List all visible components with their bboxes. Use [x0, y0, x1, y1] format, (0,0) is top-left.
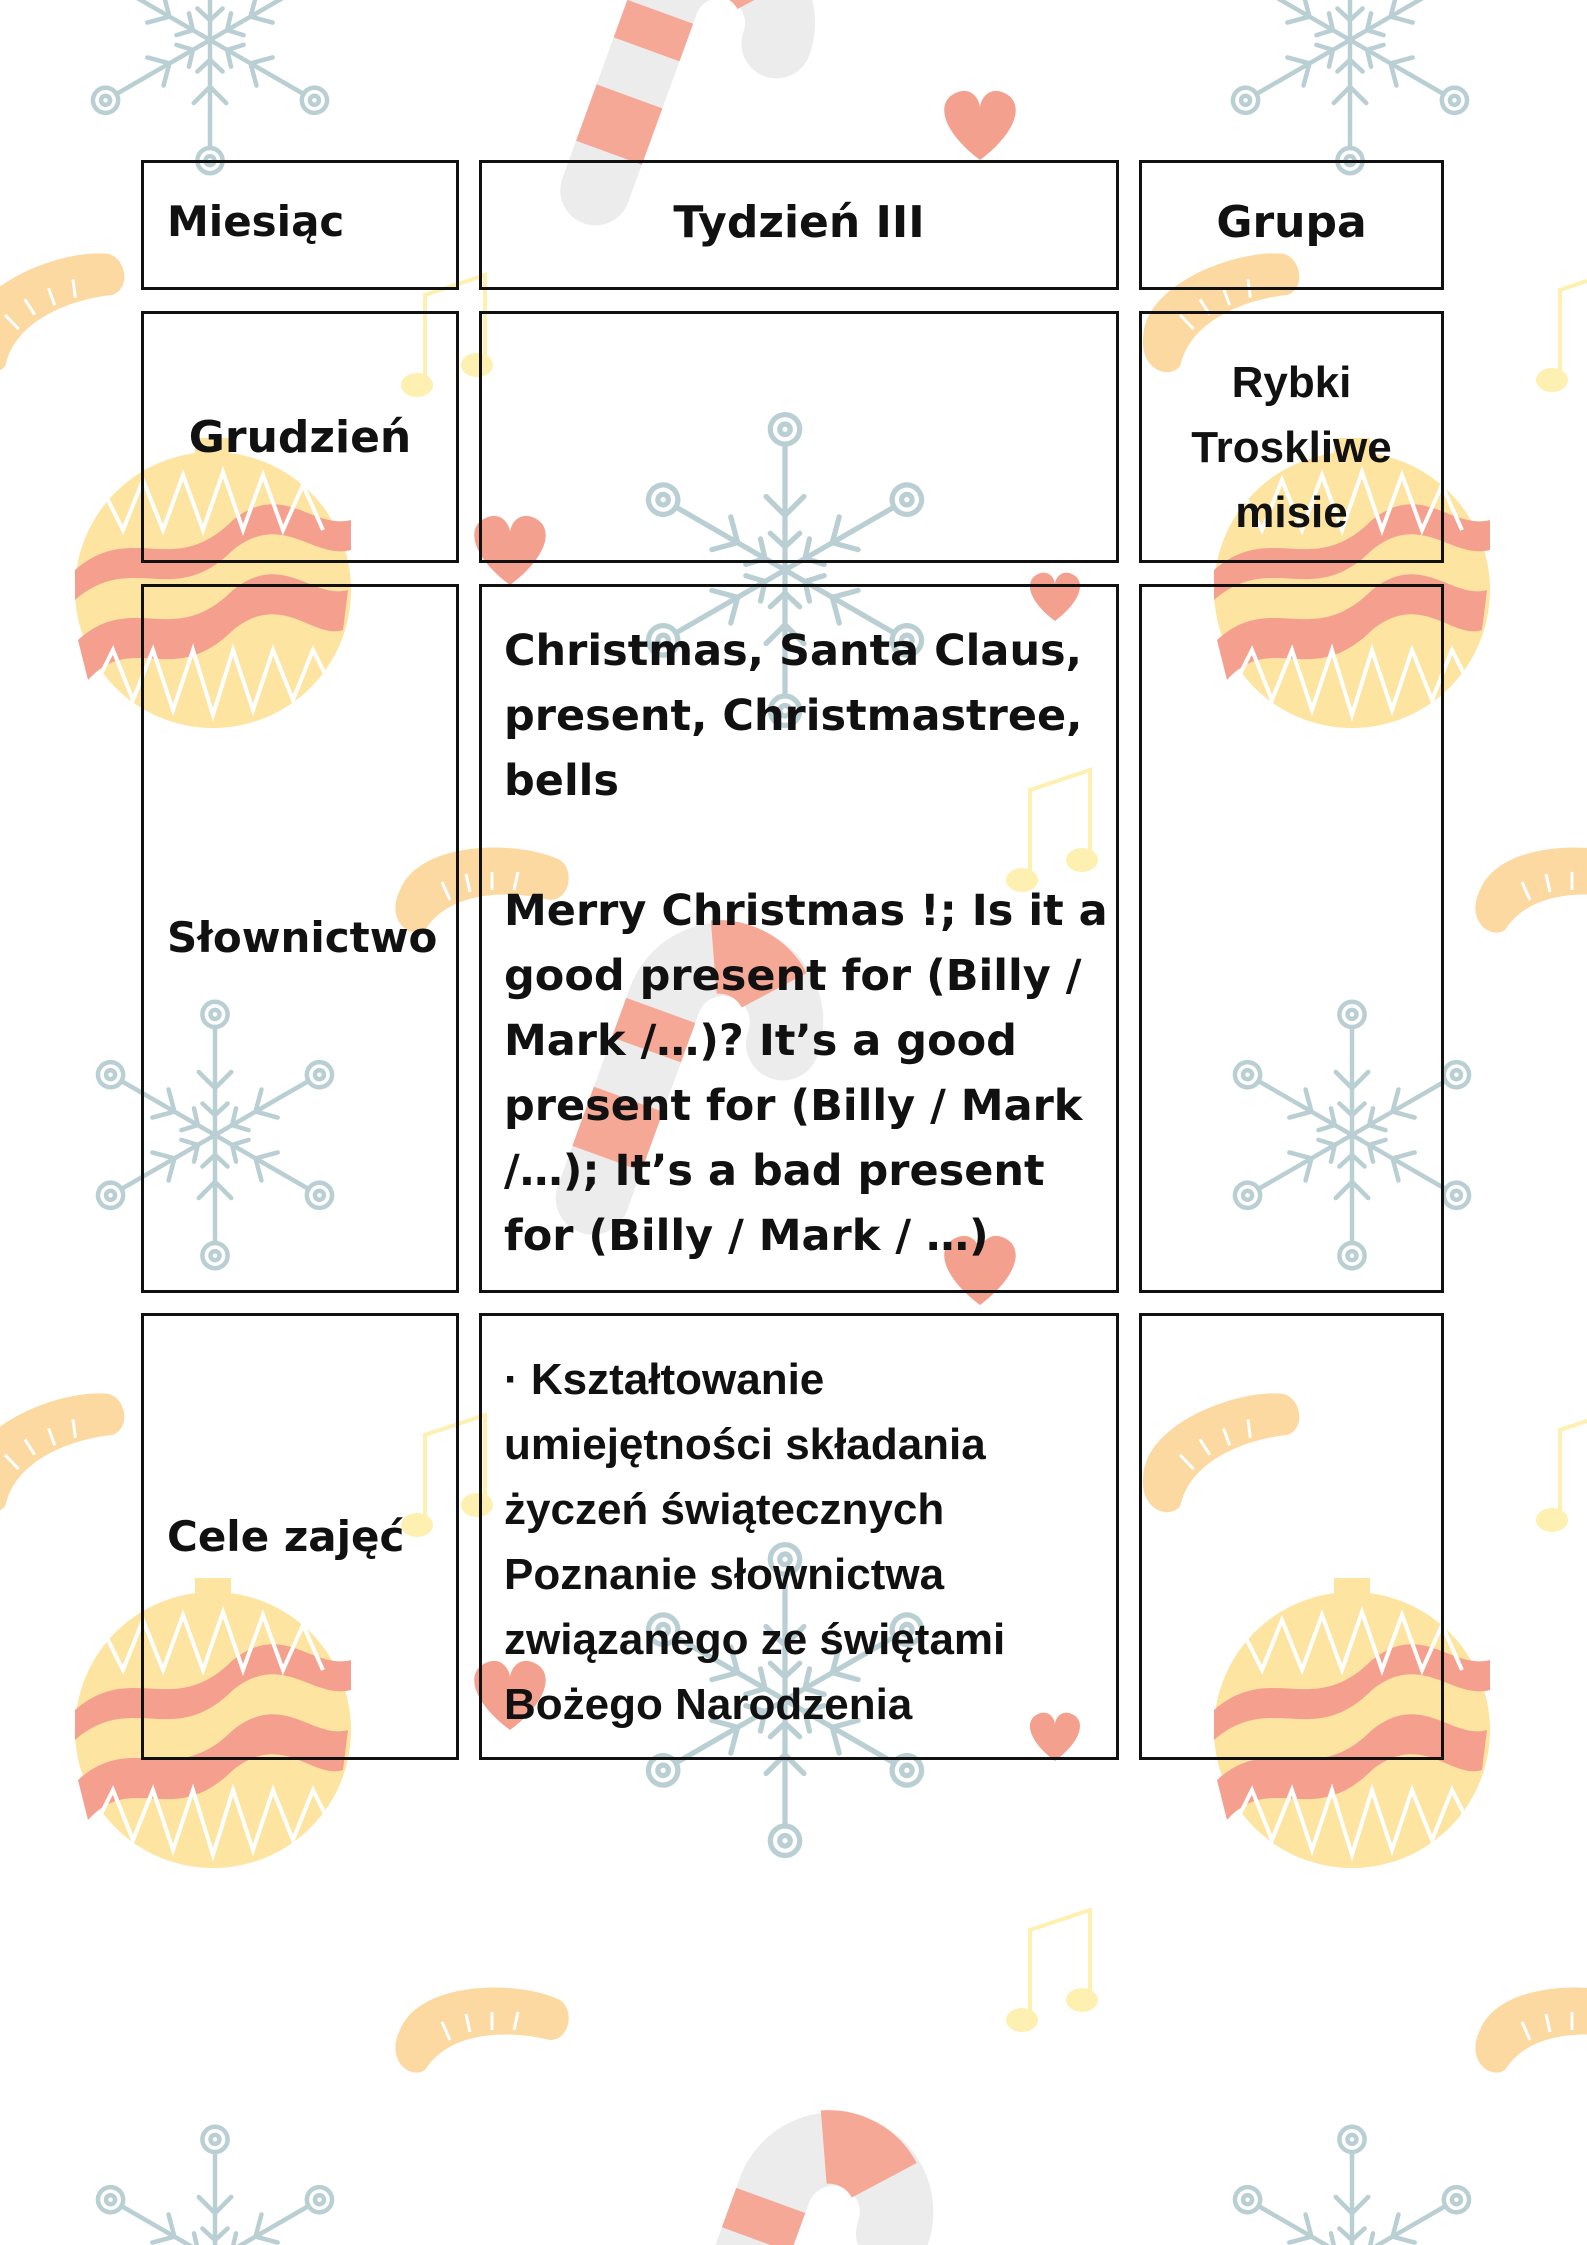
vocab-phrases-line: /…); It’s a bad present: [504, 1146, 1045, 1196]
vocab-phrases-line: Mark /…)? It’s a good: [504, 1016, 1017, 1066]
goals-extra-cell: [1139, 1313, 1444, 1760]
group-line: misie: [1235, 488, 1348, 537]
week-header-cell: [479, 160, 1119, 290]
vocab-words-line: Christmas, Santa Claus,: [504, 626, 1082, 676]
vocab-phrases-line: good present for (Billy /: [504, 951, 1082, 1001]
month-value-cell: [141, 311, 459, 563]
group-line: Troskliwe: [1191, 423, 1392, 472]
goals-line: umiejętności składania: [504, 1420, 986, 1469]
vocab-phrases-line: present for (Billy / Mark: [504, 1081, 1083, 1131]
goals-label: Cele zajęć: [167, 1512, 405, 1561]
goals-line: · Kształtowanie: [504, 1355, 825, 1404]
group-header-cell: [1139, 160, 1444, 290]
month-header-label: Miesiąc: [167, 197, 345, 246]
goals-line: Bożego Narodzenia: [504, 1680, 913, 1729]
vocabulary-content-cell: [479, 584, 1119, 1293]
vocabulary-label: Słownictwo: [167, 913, 438, 962]
goals-label-cell: [141, 1313, 459, 1760]
week-value-cell: [479, 311, 1119, 563]
group-value: [1142, 350, 1441, 545]
week-header-label: Tydzień III: [673, 197, 925, 248]
group-line: Rybki: [1231, 358, 1352, 407]
goals-line: związanego ze świętami: [504, 1615, 1006, 1664]
goals-line: życzeń świątecznych: [504, 1485, 945, 1534]
month-header-cell: [141, 160, 459, 290]
vocab-phrases-line: Merry Christmas !; Is it a: [504, 886, 1108, 936]
vocab-words-line: bells: [504, 756, 620, 806]
goals-content-cell: [479, 1313, 1119, 1760]
goals-line: Poznanie słownictwa: [504, 1550, 945, 1599]
vocab-phrases-line: for (Billy / Mark / …): [504, 1211, 989, 1261]
goals-content: [504, 1347, 1114, 1737]
group-header-label: Grupa: [1216, 197, 1367, 248]
month-value: Grudzień: [188, 412, 412, 463]
vocab-words-line: present, Christmastree,: [504, 691, 1083, 741]
group-value-cell: [1139, 311, 1444, 563]
vocabulary-content: [504, 619, 1114, 1269]
vocabulary-extra-cell: [1139, 584, 1444, 1293]
vocabulary-label-cell: [141, 584, 459, 1293]
